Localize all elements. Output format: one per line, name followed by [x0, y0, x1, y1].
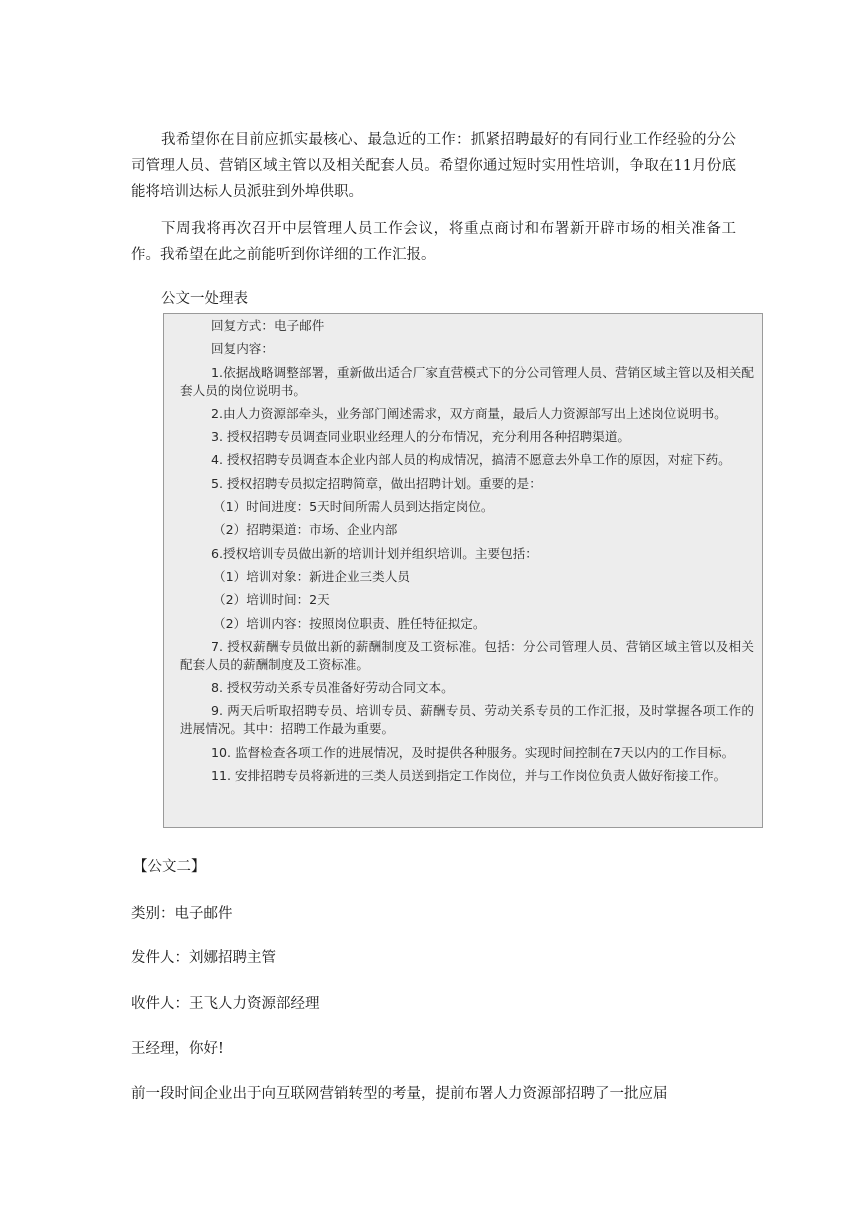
table-item: 11. 安排招聘专员将新进的三类人员送到指定工作岗位，并与工作岗位负责人做好衔接工作。 [211, 768, 727, 784]
table-item: 3. 授权招聘专员调查同业职业经理人的分布情况，充分利用各种招聘渠道。 [211, 429, 631, 445]
reply-method: 回复方式：电子邮件 [211, 318, 325, 333]
table-item: （1）培训对象：新进企业三类人员 [213, 568, 410, 584]
table-item: 4. 授权招聘专员调查本企业内部人员的构成情况，搞清不愿意去外阜工作的原因，对症下药。 [211, 452, 731, 468]
table-item: 10. 监督检查各项工作的进展情况，及时提供各种服务。实现时间控制在7天以内的工作目标。 [211, 744, 735, 760]
table-item: （2）招聘渠道：市场、企业内部 [213, 522, 398, 538]
table-item: 6.授权培训专员做出新的培训计划并组织培训。主要包括： [211, 545, 538, 561]
doc2-heading: 【公文二】 [133, 859, 206, 875]
table-item: 8. 授权劳动关系专员准备好劳动合同文本。 [211, 680, 454, 696]
table-item: 7. 授权薪酬专员做出新的薪酬制度及工资标准。包括：分公司管理人员、营销区域主管以及相关配套人员的薪酬制度及工资标准。 [180, 638, 754, 672]
table-item: 5. 授权招聘专员拟定招聘简章，做出招聘计划。重要的是： [211, 475, 542, 491]
table-caption: 公文一处理表 [161, 291, 248, 307]
table-item: 9. 两天后听取招聘专员、培训专员、薪酬专员、劳动关系专员的工作汇报，及时掌握各项工作的进展情况。其中：招聘工作最为重要。 [180, 703, 754, 737]
doc2-body-start: 前一段时间企业出于向互联网营销转型的考量，提前布署人力资源部招聘了一批应届 [131, 1086, 668, 1102]
table-item: （2）培训时间：2天 [213, 592, 330, 608]
doc2-sender: 发件人：刘娜招聘主管 [131, 950, 276, 966]
intro-paragraph-2: 下周我将再次召开中层管理人员工作会议，将重点商讨和布署新开辟市场的相关准备工作。我希望在此之前能听到你详细的工作汇报。 [131, 221, 736, 263]
table-item: （1）时间进度：5天时间所需人员到达指定岗位。 [213, 499, 494, 515]
table-item: （2）培训内容：按照岗位职责、胜任特征拟定。 [213, 615, 486, 631]
reply-content-label: 回复内容： [211, 341, 274, 357]
intro-paragraph-1: 我希望你在目前应抓实最核心、最急近的工作：抓紧招聘最好的有同行业工作经验的分公司管理人员、营销区域主管以及相关配套人员。希望你通过短时实用性培训，争取在11月份底能将培训达标人员派驻到外埠供职。 [131, 132, 736, 200]
doc2-recipient: 收件人：王飞人力资源部经理 [131, 996, 320, 1012]
processing-table [163, 313, 763, 828]
doc2-greeting: 王经理，你好! [131, 1041, 224, 1057]
table-item: 1.依据战略调整部署，重新做出适合厂家直营模式下的分公司管理人员、营销区域主管以及相关配套人员的岗位说明书。 [180, 364, 754, 398]
doc2-category: 类别：电子邮件 [131, 906, 233, 922]
table-item: 2.由人力资源部牵头，业务部门阐述需求，双方商量，最后人力资源部写出上述岗位说明书。 [211, 405, 727, 421]
